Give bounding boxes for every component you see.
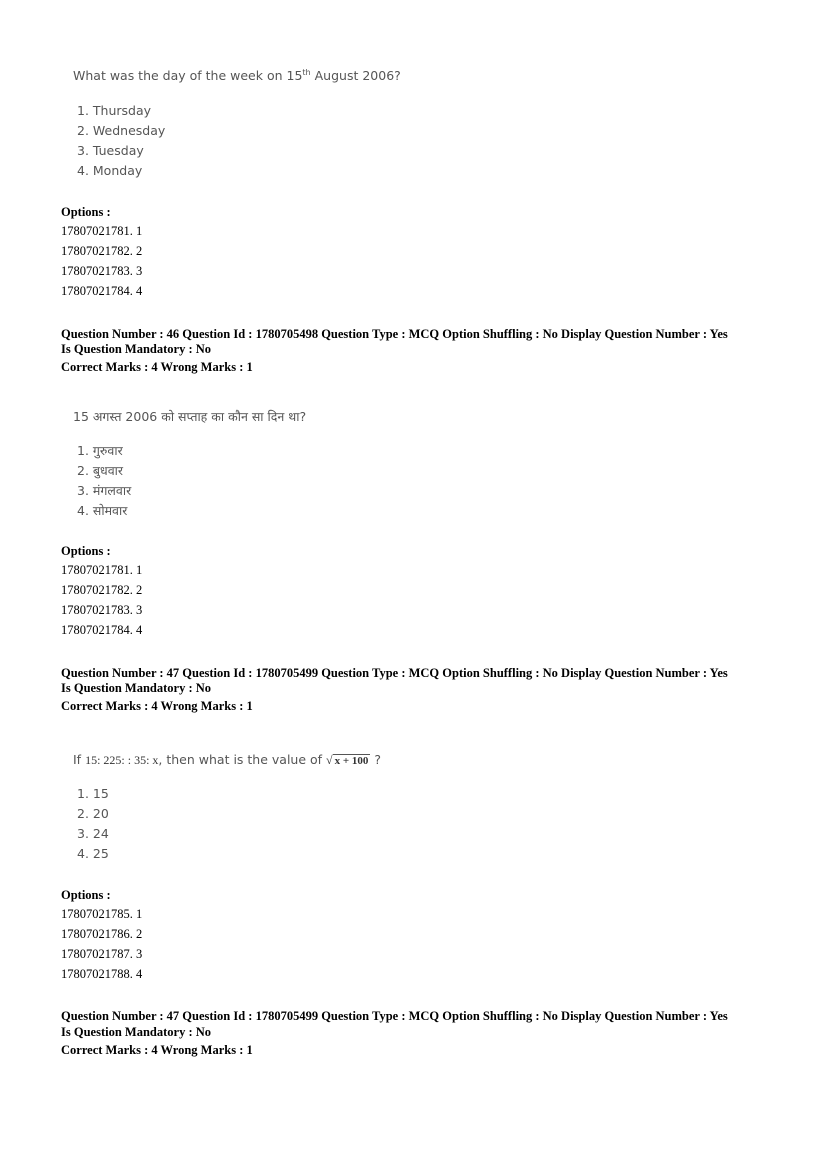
choice: 2. बुधवार [77,463,124,478]
choice: 4. Monday [77,163,143,178]
options-label: Options : [61,205,111,219]
question-text-part: August 2006? [310,68,401,84]
question-text-part: If [73,752,86,767]
choice: 1. 15 [77,786,109,801]
question-text-part: What was the day of the week on 15 [73,68,303,84]
option-id: 17807021781. 1 [61,563,143,577]
option-id: 17807021785. 1 [61,907,143,921]
choice: 3. मंगलवार [77,483,132,498]
question-mandatory: Is Question Mandatory : No [61,342,212,356]
option-id: 17807021783. 3 [61,603,143,617]
option-id: 17807021788. 4 [61,967,143,981]
question-text [73,68,401,83]
math-ratio: 15: 225: : 35: x [85,753,159,767]
choice: 4. 25 [77,846,109,861]
options-label: Options : [61,544,111,558]
choice: 3. Tuesday [77,143,144,158]
question-meta: Question Number : 47 Question Id : 1780705499 Question Type : MCQ Option Shuffling : No Display Question Number : Yes [61,666,728,680]
question-text: If 15: 225: : 35: x, then what is the value of √ x + 100 ? [73,752,382,767]
choice: 2. Wednesday [77,123,166,138]
option-id: 17807021787. 3 [61,947,143,961]
question-meta: Question Number : 46 Question Id : 1780705498 Question Type : MCQ Option Shuffling : No Display Question Number : Yes [61,327,728,341]
question-marks: Correct Marks : 4 Wrong Marks : 1 [61,1043,253,1057]
question-marks: Correct Marks : 4 Wrong Marks : 1 [61,360,253,374]
choice: 1. Thursday [77,103,152,118]
question-text-part: , then what is the value of [158,752,327,767]
question-text-part: ? [370,752,382,767]
option-id: 17807021784. 4 [61,284,143,298]
option-id: 17807021781. 1 [61,224,143,238]
question-mandatory: Is Question Mandatory : No [61,681,212,695]
option-id: 17807021786. 2 [61,927,143,941]
option-id: 17807021782. 2 [61,583,143,597]
option-id: 17807021782. 2 [61,244,143,258]
superscript: th [302,68,311,77]
question-marks: Correct Marks : 4 Wrong Marks : 1 [61,699,253,713]
options-label: Options : [61,888,111,902]
question-meta: Question Number : 47 Question Id : 1780705499 Question Type : MCQ Option Shuffling : No Display Question Number : Yes [61,1009,728,1023]
math-sqrt: x + 100 [334,755,369,767]
choice: 4. सोमवार [77,503,128,518]
option-id: 17807021783. 3 [61,264,143,278]
choice: 2. 20 [77,806,109,821]
question-text: 15 अगस्त 2006 को सप्ताह का कौन सा दिन था? [73,409,307,424]
choice: 1. गुरुवार [77,443,123,458]
option-id: 17807021784. 4 [61,623,143,637]
question-mandatory: Is Question Mandatory : No [61,1025,212,1039]
choice: 3. 24 [77,826,109,841]
